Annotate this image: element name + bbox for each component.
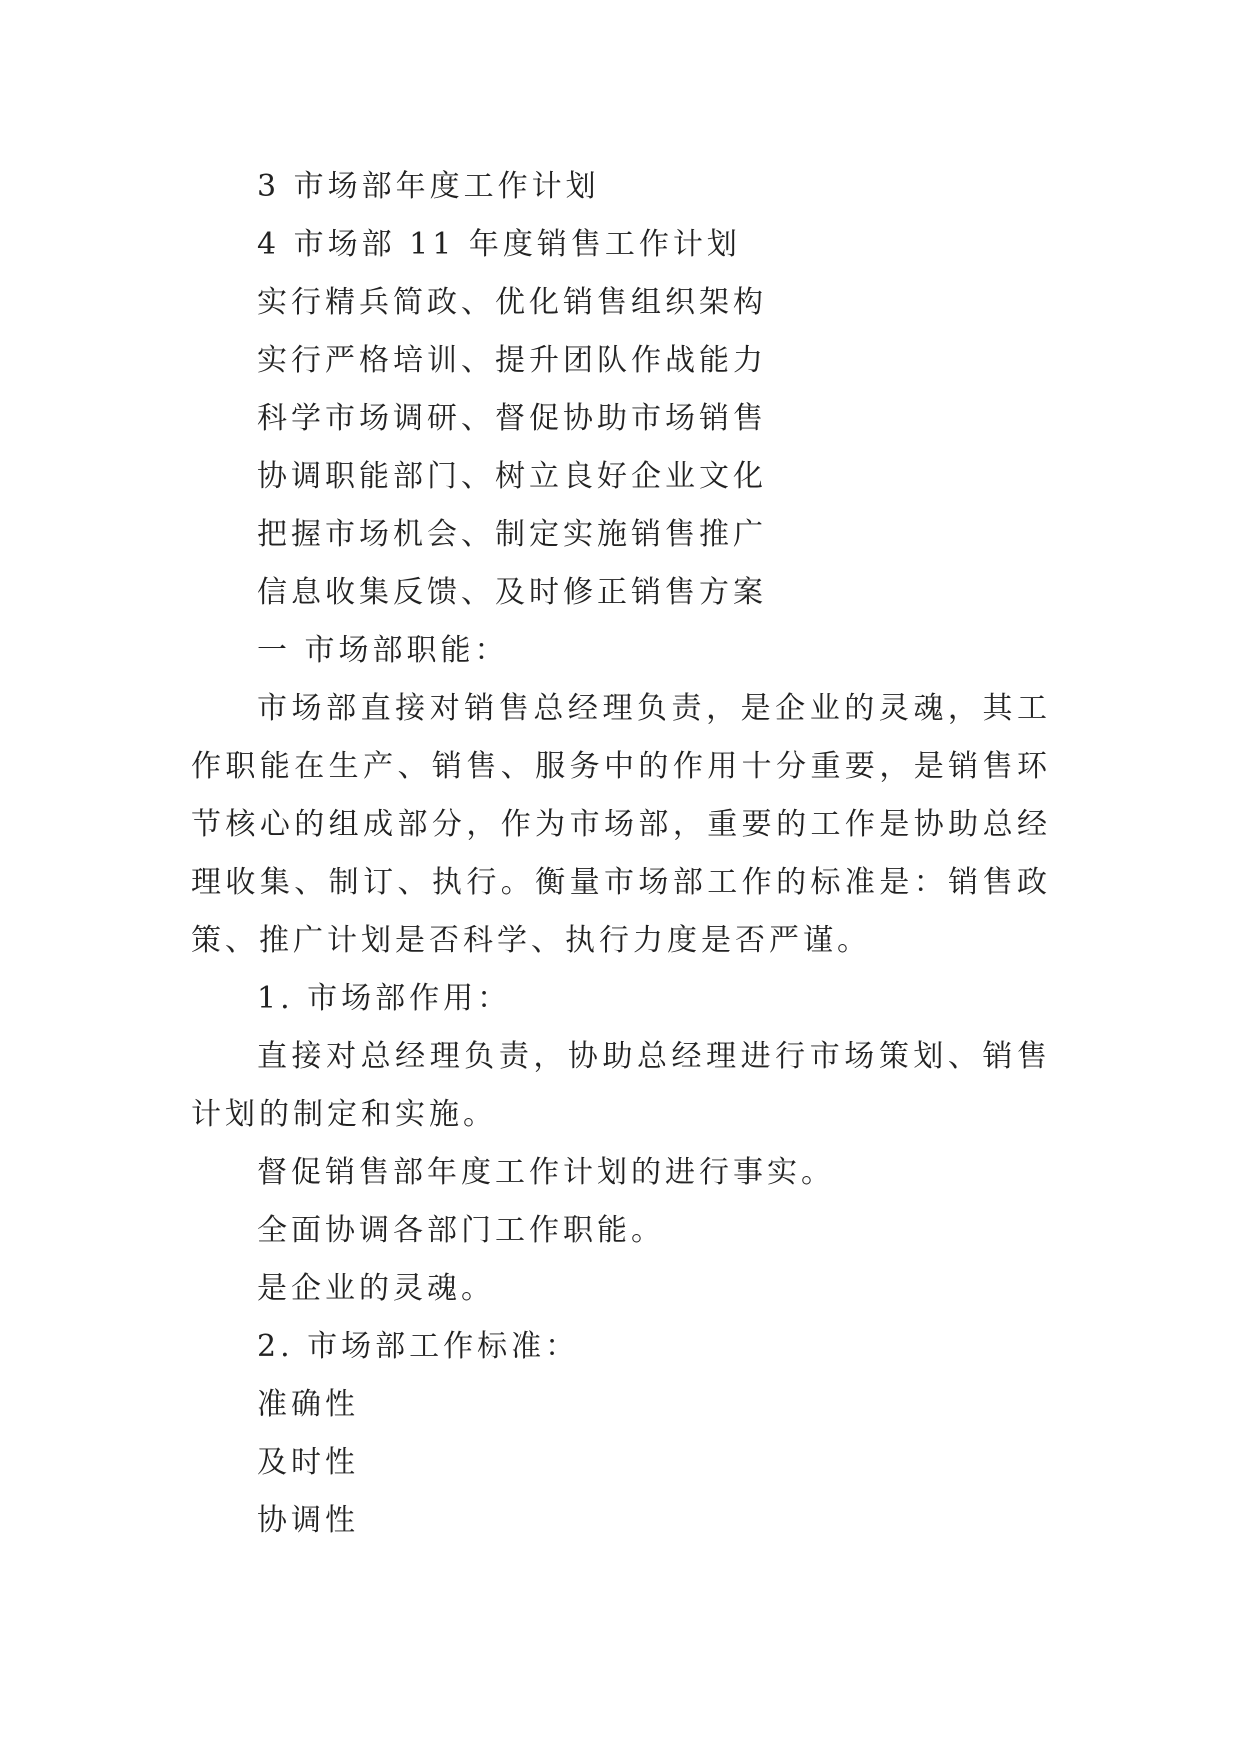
list-item: 把握市场机会、制定实施销售推广 <box>257 517 767 552</box>
subheading-standards: 2. 市场部工作标准： <box>257 1329 580 1364</box>
list-item: 4 市场部 11 年度销售工作计划 <box>257 227 741 262</box>
role-item: 是企业的灵魂。 <box>257 1271 495 1306</box>
list-item: 协调职能部门、树立良好企业文化 <box>257 459 767 494</box>
paragraph-functions: 市场部直接对销售总经理负责，是企业的灵魂，其工作职能在生产、销售、服务中的作用十分重要，是销售环节核心的组成部分，作为市场部，重要的工作是协助总经理收集、制订、执行。衡量市场部工作的标准是：销售政策、推广计划是否科学、执行力度是否严谨。 <box>191 691 1051 958</box>
role-item: 督促销售部年度工作计划的进行事实。 <box>257 1155 835 1190</box>
standard-item: 及时性 <box>257 1445 359 1480</box>
list-item: 实行严格培训、提升团队作战能力 <box>257 343 767 378</box>
section-heading: 一 市场部职能： <box>257 633 509 668</box>
standard-item: 准确性 <box>257 1387 359 1422</box>
list-item: 3 市场部年度工作计划 <box>257 169 600 204</box>
standard-item: 协调性 <box>257 1503 359 1538</box>
list-item: 科学市场调研、督促协助市场销售 <box>257 401 767 436</box>
list-item: 实行精兵简政、优化销售组织架构 <box>257 285 767 320</box>
document-body <box>191 158 1051 1550</box>
role-item: 全面协调各部门工作职能。 <box>257 1213 665 1248</box>
paragraph-role: 直接对总经理负责，协助总经理进行市场策划、销售计划的制定和实施。 <box>191 1039 1051 1132</box>
subheading-role: 1. 市场部作用： <box>257 981 512 1016</box>
list-item: 信息收集反馈、及时修正销售方案 <box>257 575 767 610</box>
